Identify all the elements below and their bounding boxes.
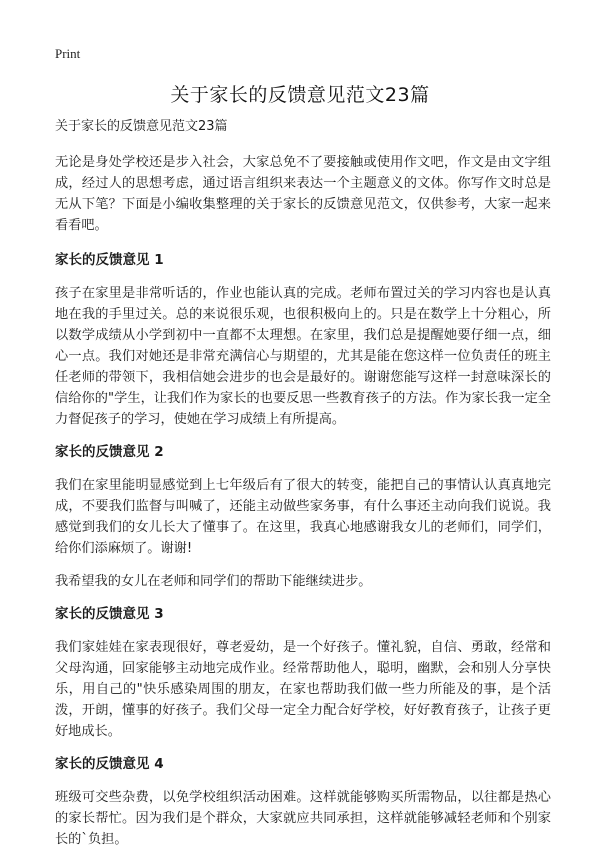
print-link[interactable]: Print	[55, 46, 81, 61]
section-heading: 家长的反馈意见 4	[55, 756, 164, 772]
section-paragraph: 我们家娃娃在家表现很好，尊老爱幼，是一个好孩子。懂礼貌，自信、勇敢，经常和父母沟通，回家能够主动地完成作业。经常帮助他人，聪明，幽默，会和别人分享快乐，用自己的"快乐感染周围的朋友，在家也帮助我们做一些力所能及的事，是个活泼，开朗，懂事的好孩子。我们父母一定全力配合好学校，好好教育孩子，让孩子更好地成长。	[55, 640, 551, 739]
section-paragraph: 我们在家里能明显感觉到上七年级后有了很大的转变，能把自己的事情认认真真地完成，不要我们监督与叫喊了，还能主动做些家务事，有什么事还主动向我们说说。我感觉到我们的女儿长大了懂事了。在这里，我真心地感谢我女儿的老师们，同学们，给你们添麻烦了。谢谢!	[55, 478, 551, 556]
page-title: 关于家长的反馈意见范文23篇	[170, 84, 430, 106]
section-2	[55, 442, 551, 592]
section-heading: 家长的反馈意见 3	[55, 606, 164, 622]
section-paragraph: 孩子在家里是非常听话的，作业也能认真的完成。老师布置过关的学习内容也是认真地在我的手里过关。总的来说很乐观，也很积极向上的。只是在数学上十分粗心，所以数学成绩从小学到初中一直都不太理想。在家里，我们总是提醒她要仔细一点，细心一点。我们对她还是非常充满信心与期望的，尤其是能在您这样一位负责任的班主任老师的带领下，我相信她会进步的也会是最好的。谢谢您能写这样一封意味深长的信给你的"学生，让我们作为家长的也要反思一些教育孩子的方法。作为家长我一定全力督促孩子的学习，使她在学习成绩上有所提高。	[55, 286, 551, 427]
section-heading: 家长的反馈意见 2	[55, 444, 164, 460]
section-1	[55, 250, 551, 430]
section-heading: 家长的反馈意见 1	[55, 252, 164, 268]
section-4	[55, 754, 551, 850]
section-paragraph: 班级可交些杂费，以免学校组织活动困难。这样就能够购买所需物品，以往都是热心的家长帮忙。因为我们是个群众，大家就应共同承担，这样就能够减轻老师和个别家长的`负担。	[55, 790, 551, 847]
article-subtitle: 关于家长的反馈意见范文23篇	[55, 119, 228, 134]
section-paragraph: 我希望我的女儿在老师和同学们的帮助下能继续进步。	[55, 574, 372, 589]
section-3	[55, 604, 551, 742]
intro-paragraph: 无论是身处学校还是步入社会，大家总免不了要接触或使用作文吧，作文是由文字组成，经过人的思想考虑，通过语言组织来表达一个主题意义的文体。你写作文时总是无从下笔？下面是小编收集整理的关于家长的反馈意见范文，仅供参考，大家一起来看看吧。	[55, 155, 551, 233]
article-body	[55, 118, 551, 862]
